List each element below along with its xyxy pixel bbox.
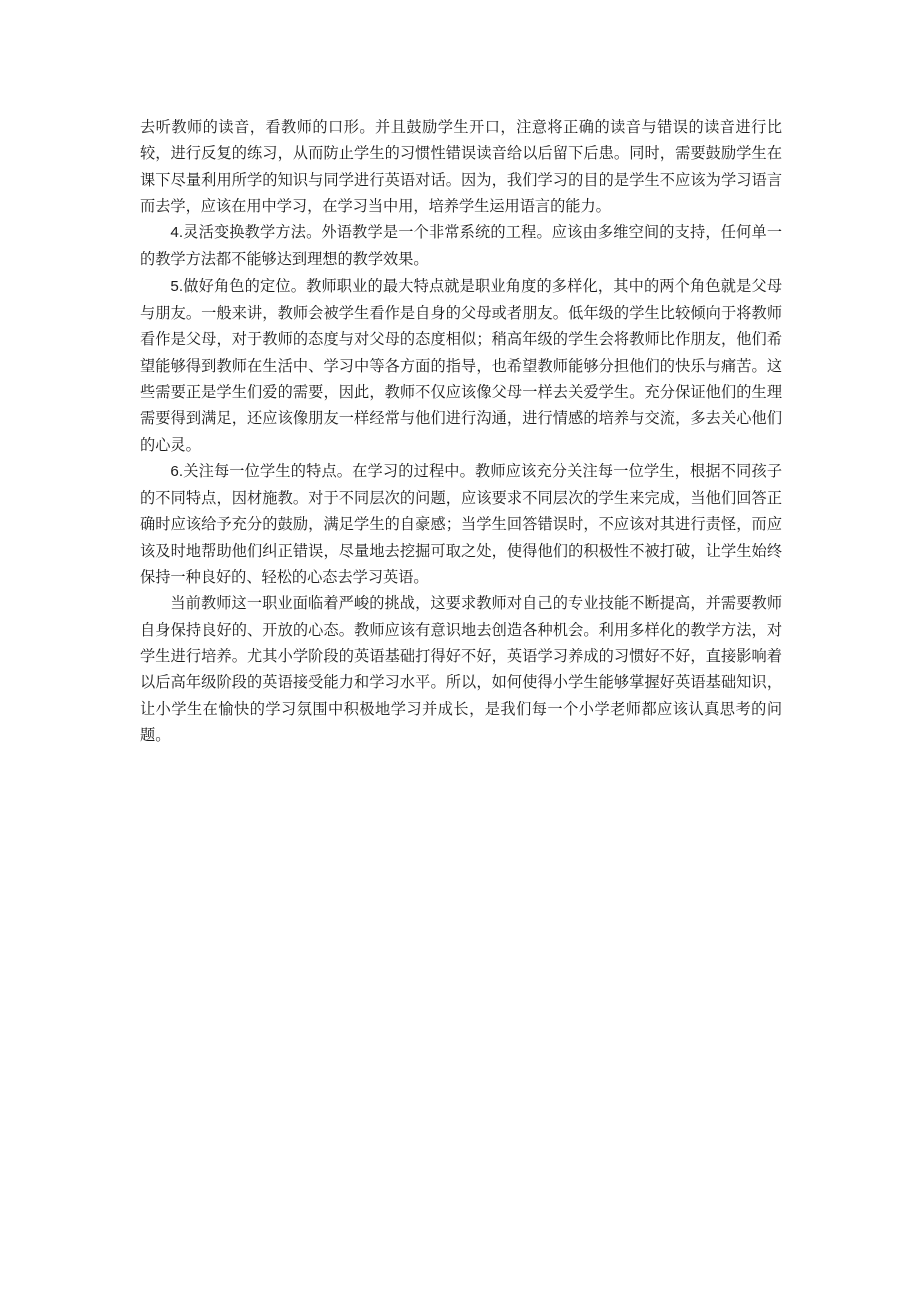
paragraph-number: 5. [170, 277, 184, 295]
paragraph-item-4 [140, 219, 782, 273]
paragraph-conclusion [140, 590, 782, 748]
paragraph-number: 6. [170, 462, 184, 480]
paragraph-text: 灵活变换教学方法。外语教学是一个非常系统的工程。应该由多维空间的支持，任何单一的教学方法都不能够达到理想的教学效果。 [140, 223, 782, 269]
paragraph-item-6 [140, 458, 782, 590]
document-body [140, 114, 782, 748]
paragraph-text: 做好角色的定位。教师职业的最大特点就是职业角度的多样化，其中的两个角色就是父母与朋友。一般来讲，教师会被学生看作是自身的父母或者朋友。低年级的学生比较倾向于将教师看作是父母，对于教师的态度与对父母的态度相似；稍高年级的学生会将教师比作朋友，他们希望能够得到教师在生活中、学习中等各方面的指导，也希望教师能够分担他们的快乐与痛苦。这些需要正是学生们爱的需要，因此，教师不仅应该像父母一样去关爱学生。充分保证他们的生理需要得到满足，还应该像朋友一样经常与他们进行沟通，进行情感的培养与交流，多去关心他们的心灵。 [140, 276, 782, 454]
paragraph-number: 4. [170, 224, 184, 242]
paragraph-text: 去听教师的读音，看教师的口形。并且鼓励学生开口，注意将正确的读音与错误的读音进行比较，进行反复的练习，从而防止学生的习惯性错误读音给以后留下后患。同时，需要鼓励学生在课下尽量利用所学的知识与同学进行英语对话。因为，我们学习的目的是学生不应该为学习语言而去学，应该在用中学习，在学习当中用，培养学生运用语言的能力。 [140, 118, 782, 215]
paragraph-text: 关注每一位学生的特点。在学习的过程中。教师应该充分关注每一位学生，根据不同孩子的不同特点，因材施教。对于不同层次的问题，应该要求不同层次的学生来完成，当他们回答正确时应该给予充分的鼓励，满足学生的自豪感；当学生回答错误时，不应该对其进行责怪，而应该及时地帮助他们纠正错误，尽量地去挖掘可取之处，使得他们的积极性不被打破，让学生始终保持一种良好的、轻松的心态去学习英语。 [140, 461, 782, 587]
paragraph-continuation [140, 114, 782, 219]
paragraph-item-5 [140, 273, 782, 458]
paragraph-text: 当前教师这一职业面临着严峻的挑战，这要求教师对自己的专业技能不断提高，并需要教师自身保持良好的、开放的心态。教师应该有意识地去创造各种机会。利用多样化的教学方法，对学生进行培养。尤其小学阶段的英语基础打得好不好，英语学习养成的习惯好不好，直接影响着以后高年级阶段的英语接受能力和学习水平。所以，如何使得小学生能够掌握好英语基础知识，让小学生在愉快的学习氛围中积极地学习并成长，是我们每一个小学老师都应该认真思考的问题。 [140, 594, 782, 744]
